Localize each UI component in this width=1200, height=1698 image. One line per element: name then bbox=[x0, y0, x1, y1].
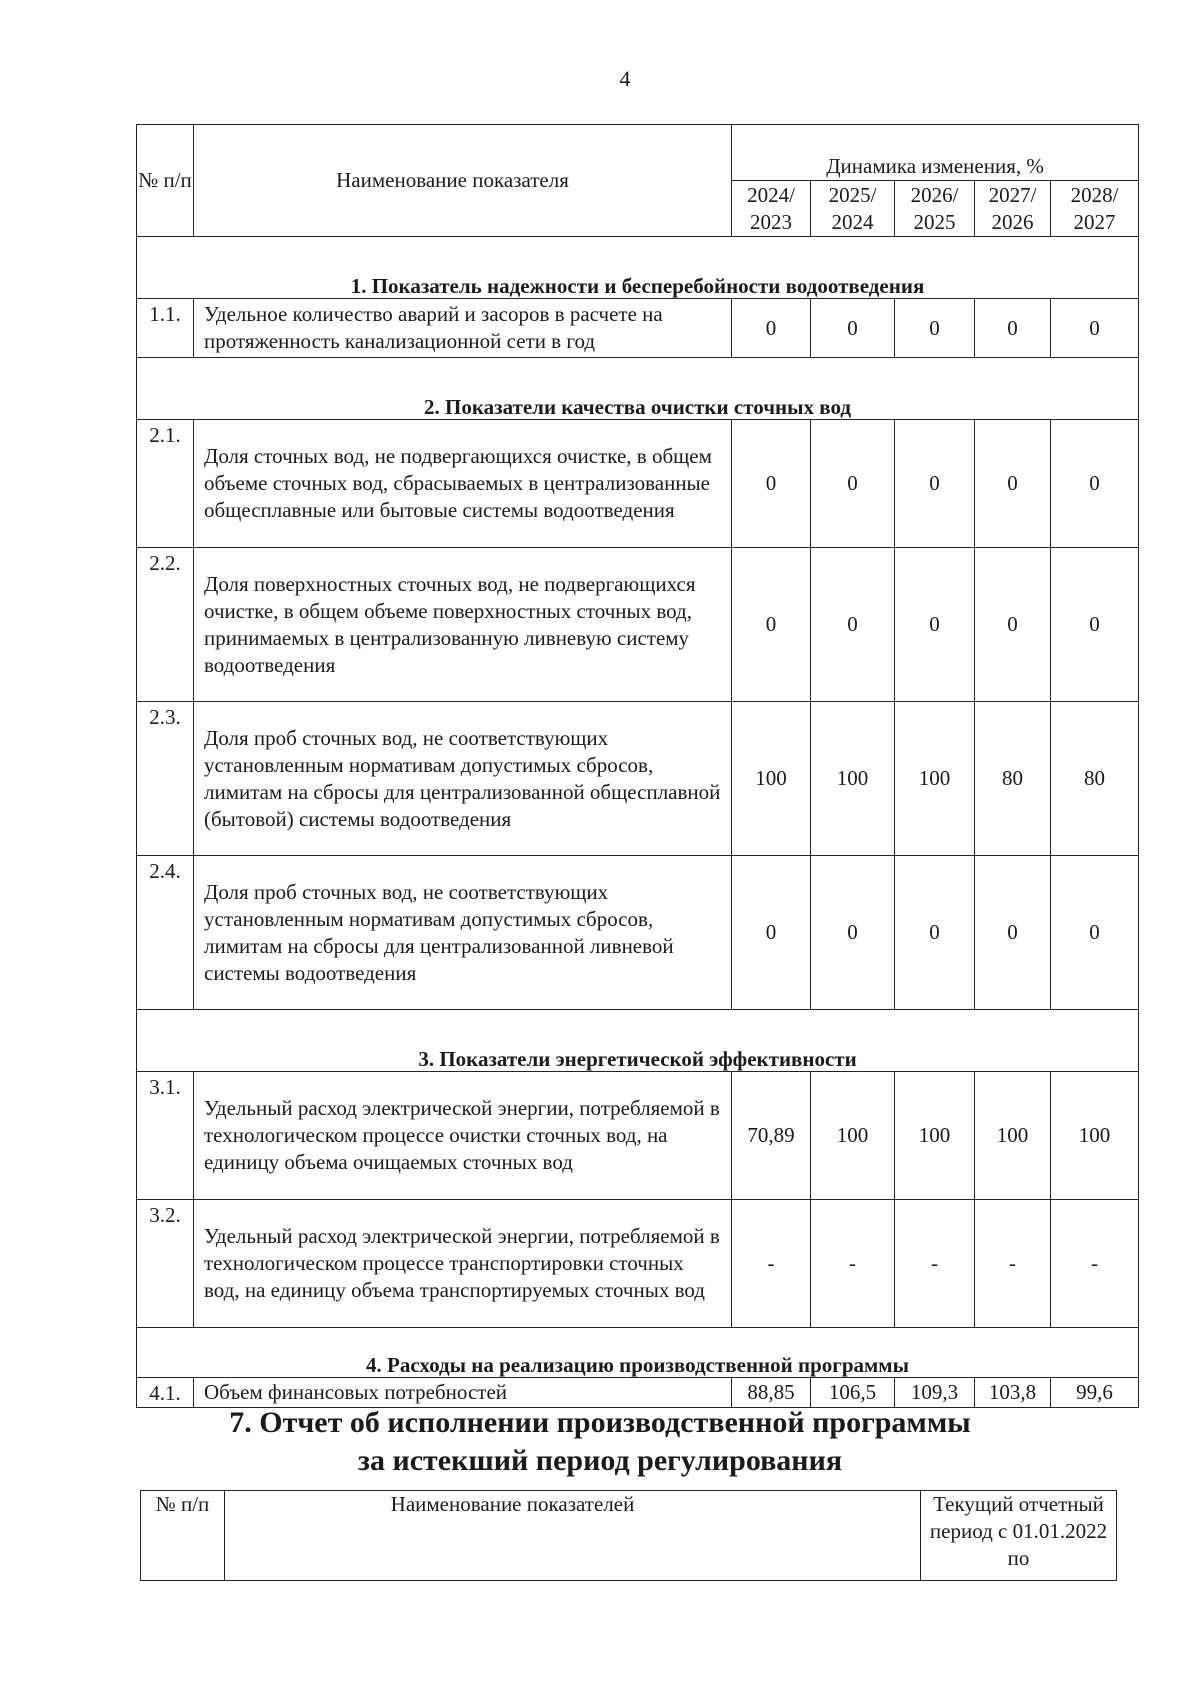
section-row bbox=[137, 237, 1139, 299]
row-indicator-name: Удельный расход электрической энергии, потребляемой в технологическом процессе очистки сточных вод, на единицу объема очищаемых сточных вод bbox=[194, 1072, 732, 1200]
year-col-1: 2024/ 2023 bbox=[732, 181, 811, 237]
row-value-1: - bbox=[732, 1200, 811, 1328]
row-value-1: 100 bbox=[732, 702, 811, 856]
table-row bbox=[137, 299, 1139, 358]
row-number: 3.1. bbox=[137, 1072, 194, 1200]
row-value-1: 0 bbox=[732, 856, 811, 1010]
row-value-5: 100 bbox=[1051, 1072, 1139, 1200]
section-row bbox=[137, 358, 1139, 420]
report-col-num: № п/п bbox=[141, 1491, 225, 1581]
report-col-period: Текущий отчетный период с 01.01.2022 по bbox=[921, 1491, 1117, 1581]
row-value-4: 103,8 bbox=[975, 1378, 1051, 1408]
report-table bbox=[140, 1490, 1117, 1581]
row-value-2: 106,5 bbox=[811, 1378, 895, 1408]
page-number: 4 bbox=[619, 66, 631, 91]
row-value-4: 0 bbox=[975, 856, 1051, 1010]
table-row bbox=[137, 702, 1139, 856]
row-value-5: - bbox=[1051, 1200, 1139, 1328]
row-value-5: 0 bbox=[1051, 299, 1139, 358]
header-num bbox=[137, 125, 194, 237]
row-indicator-name: Удельное количество аварий и засоров в расчете на протяженность канализационной сети в год bbox=[194, 299, 732, 358]
row-value-2: - bbox=[811, 1200, 895, 1328]
row-value-3: 0 bbox=[895, 856, 975, 1010]
row-value-3: 0 bbox=[895, 548, 975, 702]
header-name-text: Наименование показателя bbox=[336, 168, 569, 192]
section-title: 1. Показатель надежности и бесперебойности водоотведения bbox=[137, 237, 1139, 299]
header-dynamics bbox=[732, 125, 1139, 181]
row-value-3: 100 bbox=[895, 702, 975, 856]
row-number: 2.2. bbox=[137, 548, 194, 702]
year-col-3: 2026/ 2025 bbox=[895, 181, 975, 237]
table-row bbox=[137, 1072, 1139, 1200]
row-value-1: 0 bbox=[732, 548, 811, 702]
table-row bbox=[137, 420, 1139, 548]
row-value-5: 0 bbox=[1051, 856, 1139, 1010]
section-title: 4. Расходы на реализацию производственной программы bbox=[137, 1328, 1139, 1378]
indicators-table-body bbox=[137, 237, 1139, 1408]
row-value-5: 99,6 bbox=[1051, 1378, 1139, 1408]
year-col-5: 2028/ 2027 bbox=[1051, 181, 1139, 237]
row-value-1: 0 bbox=[732, 299, 811, 358]
row-value-4: 0 bbox=[975, 548, 1051, 702]
row-value-1: 0 bbox=[732, 420, 811, 548]
row-value-4: 80 bbox=[975, 702, 1051, 856]
row-value-2: 0 bbox=[811, 548, 895, 702]
row-value-2: 0 bbox=[811, 420, 895, 548]
indicators-table bbox=[136, 124, 1139, 1408]
header-name bbox=[194, 125, 732, 237]
row-number: 2.1. bbox=[137, 420, 194, 548]
row-value-4: 0 bbox=[975, 299, 1051, 358]
year-col-2: 2025/ 2024 bbox=[811, 181, 895, 237]
section-7-line-1: 7. Отчет об исполнении производственной программы bbox=[229, 1406, 971, 1439]
row-value-2: 0 bbox=[811, 299, 895, 358]
row-number: 3.2. bbox=[137, 1200, 194, 1328]
row-value-4: 0 bbox=[975, 420, 1051, 548]
row-value-3: 0 bbox=[895, 420, 975, 548]
section-7-line-2: за истекший период регулирования bbox=[357, 1444, 843, 1477]
section-7-heading bbox=[0, 1404, 1200, 1480]
row-indicator-name: Доля проб сточных вод, не соответствующих установленным нормативам допустимых сбросов, лимитам на сбросы для централизованной ливневой системы водоотведения bbox=[194, 856, 732, 1010]
row-value-4: 100 bbox=[975, 1072, 1051, 1200]
row-number: 4.1. bbox=[137, 1378, 194, 1408]
row-number: 2.4. bbox=[137, 856, 194, 1010]
table-row bbox=[137, 1200, 1139, 1328]
row-value-4: - bbox=[975, 1200, 1051, 1328]
row-value-2: 0 bbox=[811, 856, 895, 1010]
row-indicator-name: Объем финансовых потребностей bbox=[194, 1378, 732, 1408]
year-col-4: 2027/ 2026 bbox=[975, 181, 1051, 237]
table-row bbox=[137, 856, 1139, 1010]
row-value-1: 70,89 bbox=[732, 1072, 811, 1200]
row-indicator-name: Доля поверхностных сточных вод, не подвергающихся очистке, в общем объеме поверхностных сточных вод, принимаемых в централизованную ливневую систему водоотведения bbox=[194, 548, 732, 702]
table-row bbox=[137, 1378, 1139, 1408]
row-value-5: 0 bbox=[1051, 548, 1139, 702]
row-value-3: 109,3 bbox=[895, 1378, 975, 1408]
section-row bbox=[137, 1010, 1139, 1072]
row-value-5: 80 bbox=[1051, 702, 1139, 856]
report-col-name: Наименование показателей bbox=[225, 1491, 921, 1581]
table-row bbox=[137, 548, 1139, 702]
section-title: 3. Показатели энергетической эффективности bbox=[137, 1010, 1139, 1072]
row-number: 2.3. bbox=[137, 702, 194, 856]
row-indicator-name: Удельный расход электрической энергии, потребляемой в технологическом процессе транспортировки сточных вод, на единицу объема транспортируемых сточных вод bbox=[194, 1200, 732, 1328]
row-indicator-name: Доля сточных вод, не подвергающихся очистке, в общем объеме сточных вод, сбрасываемых в централизованные общесплавные или бытовые системы водоотведения bbox=[194, 420, 732, 548]
row-value-2: 100 bbox=[811, 702, 895, 856]
row-value-2: 100 bbox=[811, 1072, 895, 1200]
header-num-text: № п/п bbox=[138, 168, 192, 192]
row-value-5: 0 bbox=[1051, 420, 1139, 548]
row-value-3: 0 bbox=[895, 299, 975, 358]
section-title: 2. Показатели качества очистки сточных вод bbox=[137, 358, 1139, 420]
row-value-3: - bbox=[895, 1200, 975, 1328]
section-row bbox=[137, 1328, 1139, 1378]
header-dynamics-text: Динамика изменения, % bbox=[826, 154, 1044, 178]
row-value-1: 88,85 bbox=[732, 1378, 811, 1408]
row-indicator-name: Доля проб сточных вод, не соответствующих установленным нормативам допустимых сбросов, лимитам на сбросы для централизованной общесплавной (бытовой) системы водоотведения bbox=[194, 702, 732, 856]
row-number: 1.1. bbox=[137, 299, 194, 358]
row-value-3: 100 bbox=[895, 1072, 975, 1200]
